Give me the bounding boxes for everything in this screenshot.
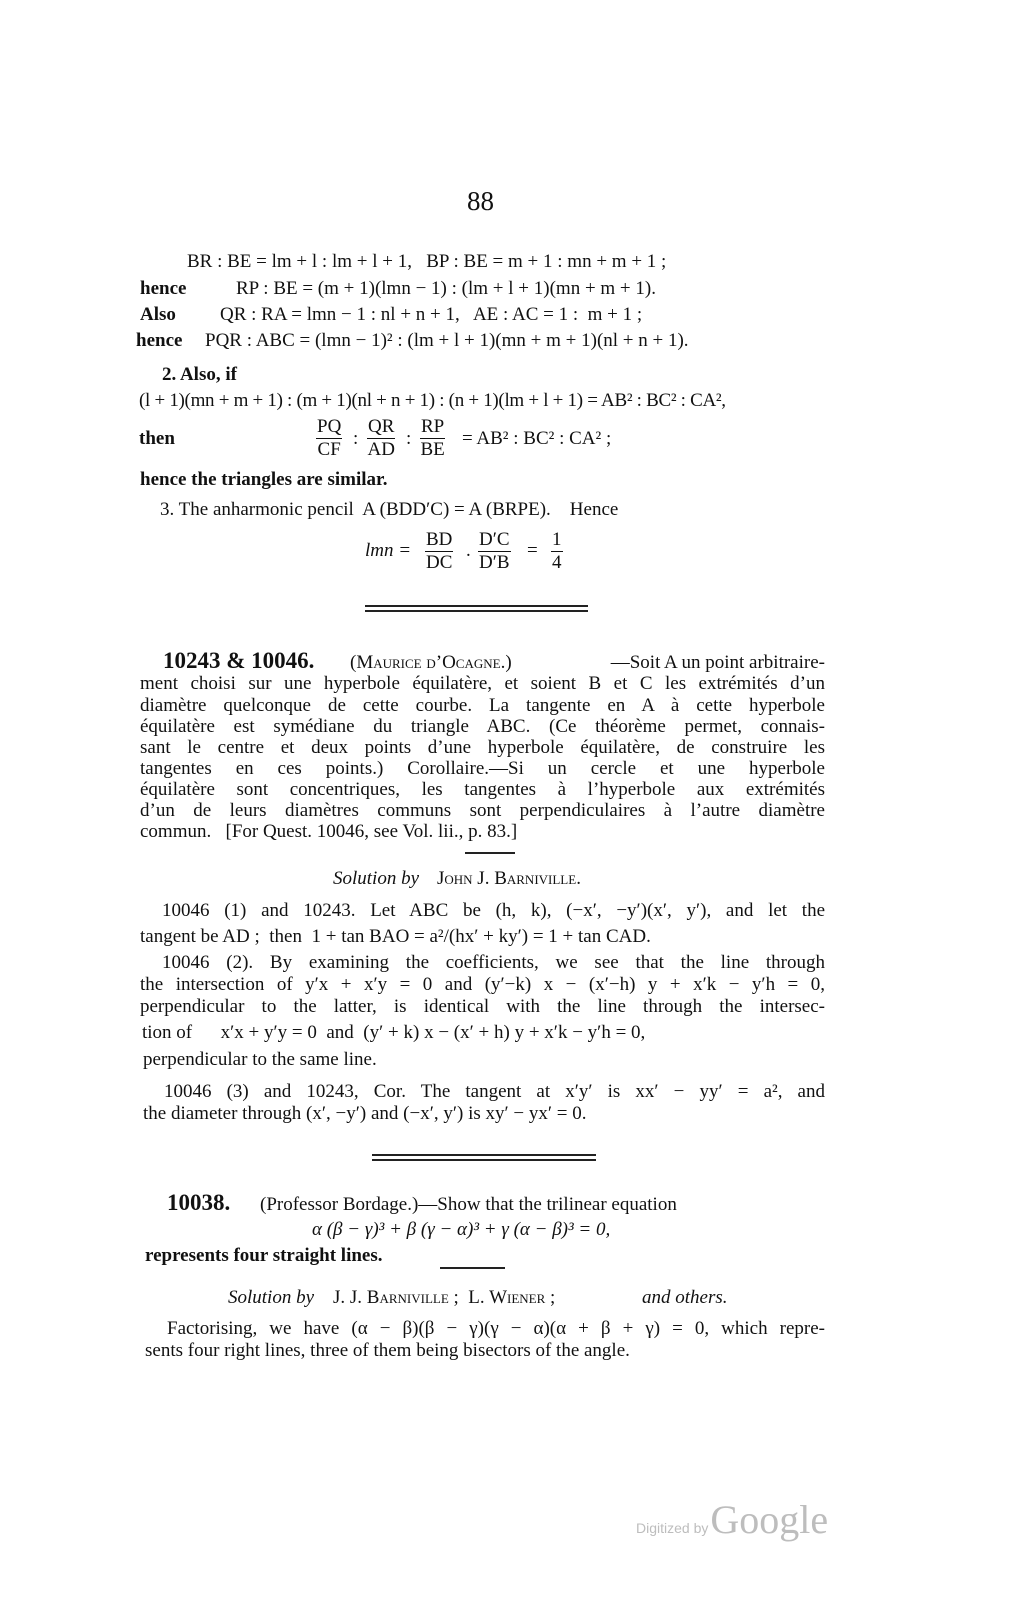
solution-text: 10046 (1) and 10243. Let ABC be (h, k), (−x′, −y′)(x′, y′), and let the bbox=[162, 900, 825, 921]
fraction-bd-dc bbox=[425, 529, 453, 574]
item-2: 2. Also, if bbox=[162, 364, 237, 385]
word-also: Also bbox=[140, 304, 176, 325]
section-divider bbox=[372, 1154, 596, 1161]
solution-by-label: Solution by bbox=[228, 1287, 315, 1308]
numerator: RP bbox=[421, 416, 445, 437]
question-text: diamètre quelconque de cette courbe. La tangente en A à cette hyperbole bbox=[140, 695, 825, 716]
denominator: D′B bbox=[479, 552, 510, 573]
question-text: d’un de leurs diamètres communs sont perpendiculaires à l’autre diamètre bbox=[140, 800, 825, 821]
item-3: 3. The anharmonic pencil A (BDD′C) = A (BRPE). Hence bbox=[160, 499, 619, 520]
question-text: commun. [For Quest. 10046, see Vol. lii., p. 83.] bbox=[140, 821, 518, 842]
numerator: BD bbox=[426, 529, 453, 550]
solution-text: perpendicular to the latter, is identical with the line through the intersec- bbox=[140, 996, 825, 1017]
dot: . bbox=[466, 540, 471, 561]
solution-text: Factorising, we have (α − β)(β − γ)(γ − α)(α + β + γ) = 0, which repre- bbox=[167, 1318, 825, 1339]
equals: = bbox=[527, 540, 538, 561]
solver-name: John J. Barniville. bbox=[437, 868, 581, 889]
question-author: (Maurice d’Ocagne.) bbox=[350, 652, 512, 673]
solution-text: perpendicular to the same line. bbox=[143, 1049, 377, 1070]
lmn-label: lmn = bbox=[365, 540, 412, 561]
fraction-rp-be bbox=[420, 416, 445, 461]
denominator: 4 bbox=[552, 552, 562, 573]
colon: : bbox=[353, 428, 359, 449]
short-divider bbox=[465, 852, 515, 854]
ratio-line-2: RP : BE = (m + 1)(lmn − 1) : (lm + l + 1)(mn + m + 1). bbox=[236, 278, 656, 299]
trilinear-equation: α (β − γ)³ + β (γ − α)³ + γ (α − β)³ = 0, bbox=[312, 1219, 611, 1240]
fraction-one-quarter bbox=[551, 529, 563, 574]
ratio-line-5: (l + 1)(mn + m + 1) : (m + 1)(nl + n + 1) : (n + 1)(lm + l + 1) = AB² : BC² : CA², bbox=[139, 390, 726, 411]
denominator: BE bbox=[420, 439, 445, 460]
solution-text: 10046 (3) and 10243, Cor. The tangent at x′y′ is xx′ − yy′ = a², and bbox=[164, 1081, 825, 1102]
ratio-line-3: QR : RA = lmn − 1 : nl + n + 1, AE : AC = 1 : m + 1 ; bbox=[220, 304, 643, 325]
solver-names: J. J. Barniville ; L. Wiener ; bbox=[333, 1287, 556, 1308]
word-hence: hence bbox=[136, 330, 183, 351]
numerator: D′C bbox=[479, 529, 510, 550]
question-text: équilatère est symédiane du triangle ABC. (Ce théorème permet, connais- bbox=[140, 716, 825, 737]
solution-by-label: Solution by bbox=[333, 868, 420, 889]
question-number: 10038. bbox=[167, 1190, 231, 1215]
numerator: PQ bbox=[317, 416, 342, 437]
solution-text: the diameter through (x′, −y′) and (−x′, y′) is xy′ − yx′ = 0. bbox=[143, 1103, 587, 1124]
question-text: (Professor Bordage.)—Show that the trilinear equation bbox=[260, 1194, 677, 1215]
google-watermark bbox=[636, 1496, 828, 1543]
solution-text: the intersection of y′x + x′y = 0 and (y′−k) x − (x′−h) y + x′k − y′h = 0, bbox=[140, 974, 825, 995]
then-rhs: = AB² : BC² : CA² ; bbox=[462, 428, 612, 449]
question-text: represents four straight lines. bbox=[145, 1245, 383, 1266]
question-number: 10243 & 10046. bbox=[163, 648, 315, 673]
and-others: and others. bbox=[642, 1287, 728, 1308]
fraction-qr-ad bbox=[367, 416, 395, 461]
question-text: ment choisi sur une hyperbole équilatère, et soient B et C les extrémités d’un bbox=[140, 673, 825, 694]
ratio-line-4: PQR : ABC = (lmn − 1)² : (lm + l + 1)(mn + m + 1)(nl + n + 1). bbox=[205, 330, 689, 351]
denominator: DC bbox=[426, 552, 453, 573]
question-text: —Soit A un point arbitraire- bbox=[610, 652, 825, 673]
solution-text: tion of x′x + y′y = 0 and (y′ + k) x − (x′ + h) y + x′k − y′h = 0, bbox=[142, 1022, 646, 1043]
digitized-by-label: Digitized by bbox=[636, 1520, 709, 1536]
numerator: QR bbox=[368, 416, 395, 437]
word-then: then bbox=[139, 428, 175, 449]
word-hence: hence bbox=[140, 278, 187, 299]
denominator: AD bbox=[367, 439, 395, 460]
denominator: CF bbox=[317, 439, 341, 460]
question-text: équilatère sont concentriques, les tangentes à l’hyperbole aux extrémités bbox=[140, 779, 825, 800]
similar-line: hence the triangles are similar. bbox=[140, 469, 388, 490]
short-divider bbox=[440, 1267, 505, 1269]
numerator: 1 bbox=[552, 529, 562, 550]
question-text: sant le centre et deux points d’une hyperbole équilatère, de construire les bbox=[140, 737, 825, 758]
section-divider bbox=[365, 605, 588, 612]
google-logo: Google bbox=[710, 1497, 829, 1542]
fraction-pq-cf bbox=[316, 416, 342, 461]
solution-text: tangent be AD ; then 1 + tan BAO = a²/(hx′ + ky′) = 1 + tan CAD. bbox=[140, 926, 651, 947]
page-number: 88 bbox=[467, 186, 494, 216]
solution-text: 10046 (2). By examining the coefficients, we see that the line through bbox=[162, 952, 825, 973]
fraction-dc-db bbox=[478, 529, 511, 574]
colon: : bbox=[406, 428, 412, 449]
ratio-line-1: BR : BE = lm + l : lm + l + 1, BP : BE = m + 1 : mn + m + 1 ; bbox=[187, 251, 667, 272]
solution-text: sents four right lines, three of them being bisectors of the angle. bbox=[145, 1340, 630, 1361]
question-text: tangentes en ces points.) Corollaire.—Si un cercle et une hyperbole bbox=[140, 758, 825, 779]
